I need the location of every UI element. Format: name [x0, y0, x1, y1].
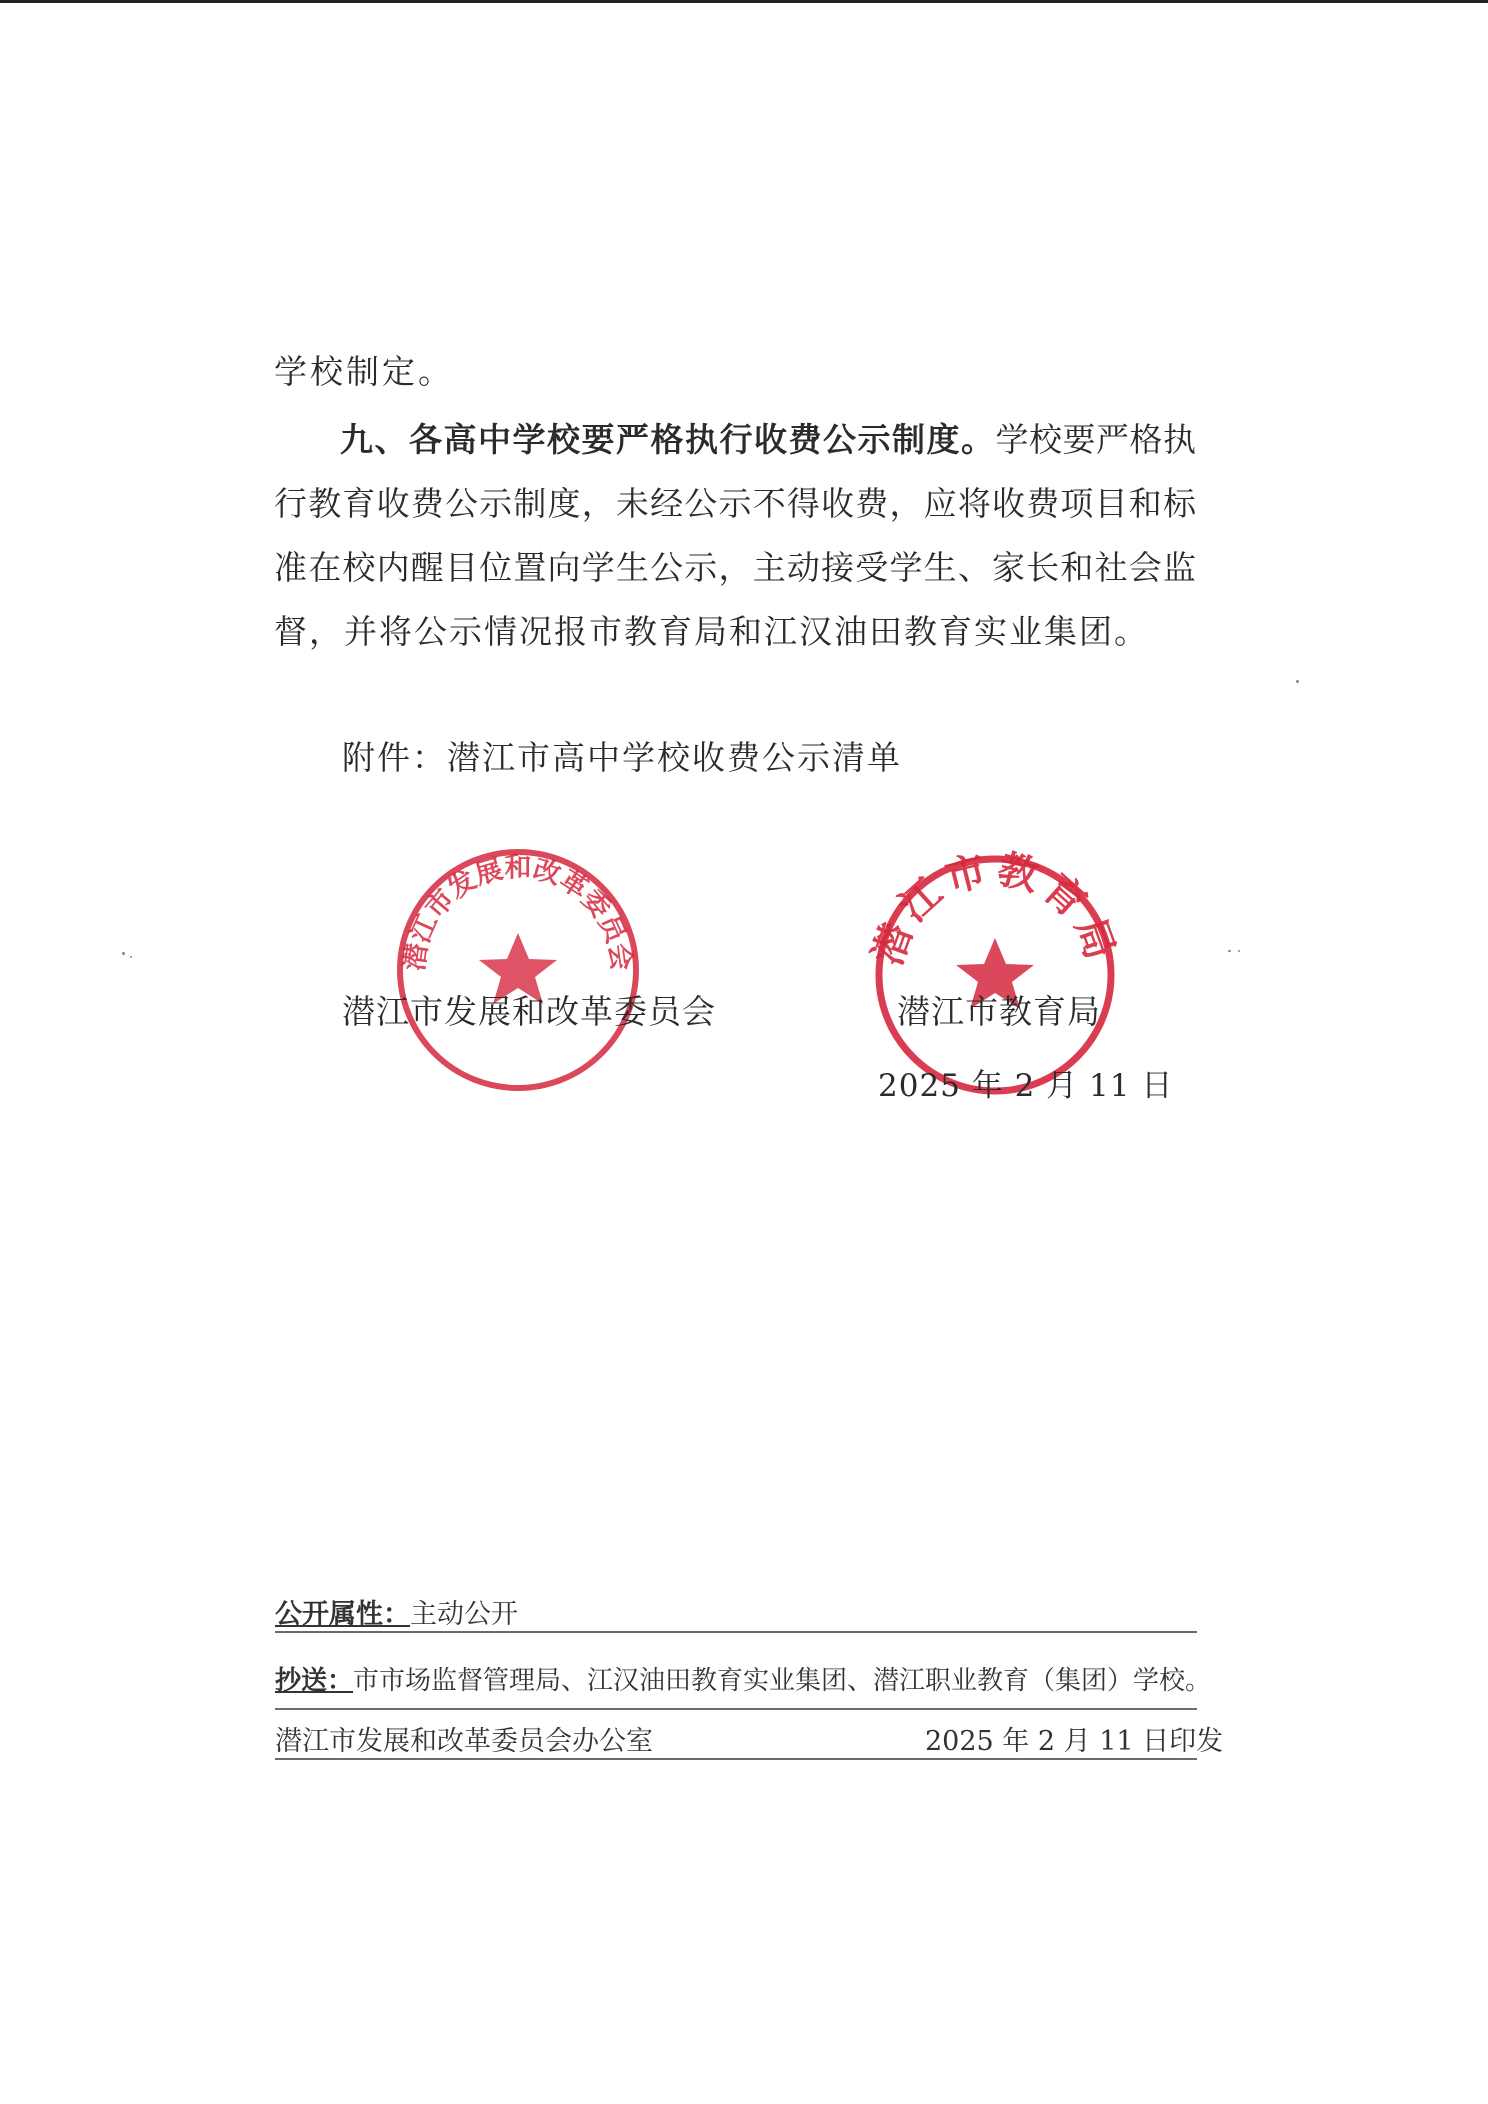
scan-speck: [1228, 950, 1231, 952]
issue-date: 2025 年 2 月 11 日印发: [925, 1726, 1224, 1757]
attachment-line: 附件：潜江市高中学校收费公示清单: [342, 738, 902, 777]
scan-speck: [130, 956, 132, 958]
item-9-line-4: 督，并将公示情况报市教育局和江汉油田教育实业集团。: [274, 612, 1149, 651]
scan-speck: [1238, 950, 1240, 952]
disclosure-value: 主动公开: [410, 1599, 518, 1630]
right-seal-text: 潜江市教育局: [865, 846, 1125, 971]
left-seal-text: 潜江市发展和改革委员会: [399, 852, 637, 973]
signature-date: 2025 年 2 月 11 日: [878, 1068, 1174, 1104]
item-9-line-2: 行教育收费公示制度，未经公示不得收费，应将收费项目和标: [274, 484, 1196, 523]
body-line-1: 学校制定。: [274, 352, 454, 391]
disclosure-row: [275, 1598, 518, 1632]
issuer-name: 潜江市发展和改革委员会办公室: [275, 1726, 653, 1757]
scan-speck: [122, 952, 125, 955]
cc-row: [275, 1664, 1211, 1698]
item-9-line-3: 准在校内醒目位置向学生公示，主动接受学生、家长和社会监: [274, 548, 1196, 587]
scan-speck: [1296, 680, 1299, 683]
signature-right-org: 潜江市教育局: [897, 992, 1101, 1031]
footer-rule-3: [275, 1758, 1197, 1760]
footer-rule-2: [275, 1708, 1197, 1710]
disclosure-label: 公开属性：: [275, 1599, 410, 1630]
scan-top-border: [0, 0, 1488, 3]
item-9-line-1: [340, 420, 1196, 460]
item-9-line-1-rest: 学校要严格执: [995, 420, 1196, 459]
cc-value: 市市场监督管理局、江汉油田教育实业集团、潜江职业教育（集团）学校。: [353, 1666, 1212, 1696]
left-seal: [388, 840, 648, 1100]
footer-rule-1: [275, 1631, 1197, 1633]
cc-label: 抄送：: [275, 1666, 354, 1696]
item-9-heading: 九、各高中学校要严格执行收费公示制度。: [340, 420, 996, 459]
signature-left-org: 潜江市发展和改革委员会: [342, 992, 716, 1031]
